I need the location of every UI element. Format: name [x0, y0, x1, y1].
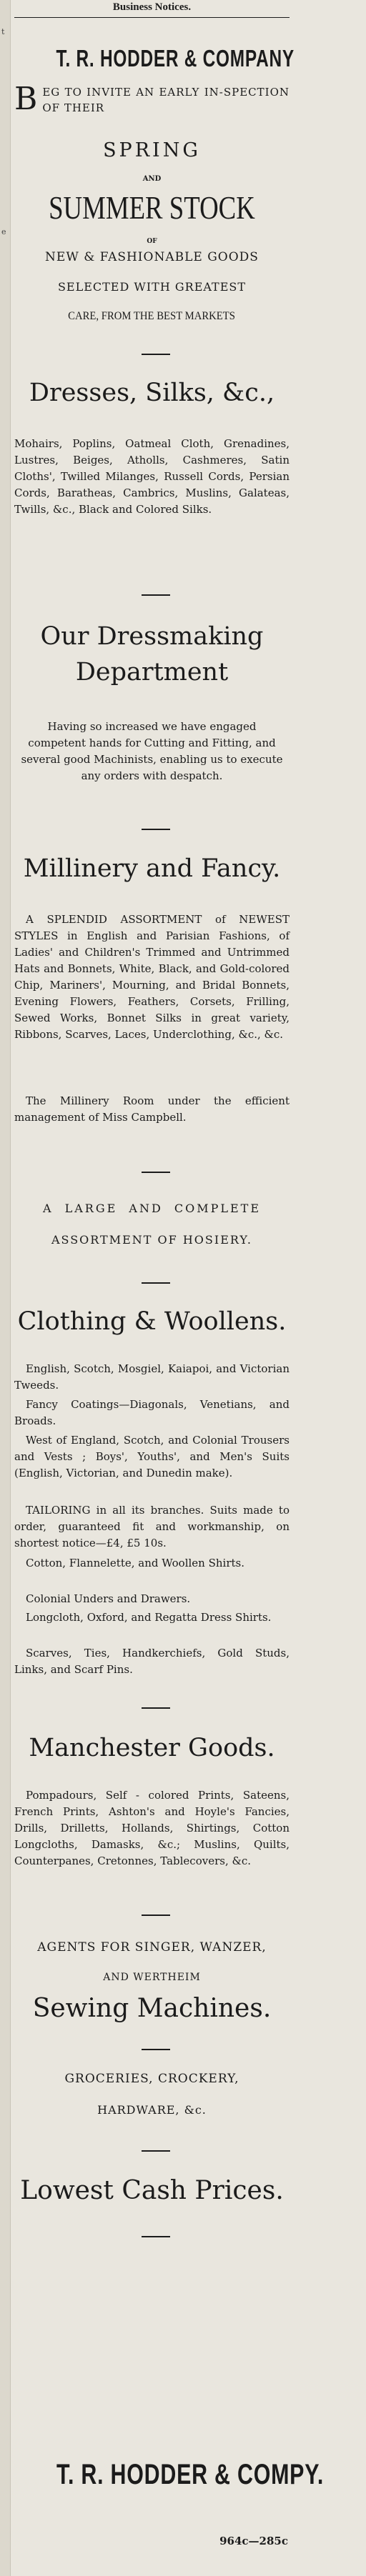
care-text: CARE, FROM THE BEST MARKETS: [68, 310, 236, 322]
dresses-heading: Dresses, Silks, &c.,: [29, 379, 275, 407]
company-name-top: [14, 44, 295, 73]
clothing-para: Scarves, Ties, Handkerchiefs, Gold Studs, Links, and Scarf Pins.: [14, 1647, 290, 1676]
divider: [142, 2236, 170, 2237]
groceries-line-2: HARDWARE, &c.: [97, 2103, 207, 2117]
page-edge: [0, 0, 11, 2576]
section-header: Business Notices.: [112, 1, 192, 13]
clothing-para: TAILORING in all its branches. Suits made to order, guaranteed fit and workmanship, on shortest notice—£4, £5 10s.: [14, 1504, 290, 1549]
edge-mark: e: [1, 227, 6, 236]
divider: [142, 1914, 170, 1916]
dresses-body: Mohairs, Poplins, Oatmeal Cloth, Grenadines, Lustres, Beiges, Atholls, Cashmeres, Satin Cloths', Twilled Milanges, Russell Cords, Persian Cords, Baratheas, Cambrics, Muslins, Galateas, Twills, &c., Black and Colored Silks.: [14, 437, 290, 516]
agents-line-2: AND WERTHEIM: [103, 1972, 201, 1983]
company-name-text: T. R. HODDER & COMPANY: [56, 45, 295, 71]
and-line: AND: [142, 175, 162, 183]
clothing-para: Cotton, Flannelette, and Woollen Shirts.: [26, 1557, 245, 1569]
divider: [142, 829, 170, 830]
clothing-para: Longcloth, Oxford, and Regatta Dress Shirts.: [26, 1611, 272, 1624]
divider: [142, 2150, 170, 2152]
dressmaking-body: Having so increased we have engaged competent hands for Cutting and Fitting, and several good Machinists, enabling us to execute any orders with despatch.: [21, 720, 283, 782]
intro-text: [14, 81, 290, 117]
edge-mark: t: [1, 27, 5, 36]
clothing-para: Colonial Unders and Drawers.: [26, 1592, 191, 1605]
selected-line: SELECTED WITH GREATEST: [57, 280, 247, 294]
summer-stock-text: SUMMER STOCK: [49, 189, 255, 226]
reference-code: 964c—285c: [219, 2535, 288, 2547]
spring-line: SPRING: [103, 139, 201, 161]
clothing-para: Fancy Coatings—Diagonals, Venetians, and Broads.: [14, 1398, 290, 1427]
divider: [142, 2049, 170, 2050]
header-rule: [14, 17, 290, 18]
care-line: [14, 309, 290, 323]
millinery-body: A SPLENDID ASSORTMENT of NEWEST STYLES in English and Parisian Fashions, of Ladies' and Children's Trimmed and Untrimmed Hats and Bonnets, White, Black, and Gold-colored Chip, Mariners', Mourning, and Bridal Bonnets, Evening Flowers, Feathers, Corsets, Frilling, Sewed Works, Bonnet Silks in great variety, Ribbons, Scarves, Laces, Underclothing, &c., &c.: [14, 913, 290, 1041]
divider: [142, 594, 170, 596]
millinery-heading: Millinery and Fancy.: [23, 854, 281, 883]
manchester-body: Pompadours, Self - colored Prints, Sateens, French Prints, Ashton's and Hoyle's Fancies, Drills, Drilletts, Hollands, Shirtings, Cotton Longcloths, Damasks, &c.; Muslins, Quilts, Counterpanes, Cretonnes, Tablecovers, &c.: [14, 1789, 290, 1867]
intro-body: EG TO INVITE AN EARLY IN-SPECTION OF THEIR: [42, 86, 290, 114]
manchester-heading: Manchester Goods.: [29, 1734, 275, 1762]
dressmaking-heading: Our Dressmaking Department: [40, 622, 264, 687]
lowest-prices-heading: Lowest Cash Prices.: [20, 2176, 284, 2205]
agents-line-1: AGENTS FOR SINGER, WANZER,: [37, 1940, 267, 1955]
hosiery-line-1: A LARGE AND COMPLETE: [42, 1202, 262, 1215]
sewing-machines-heading: Sewing Machines.: [32, 1994, 272, 2023]
summer-stock-heading: [14, 189, 290, 226]
new-goods-line: NEW & FASHIONABLE GOODS: [45, 250, 259, 264]
millinery-body-2: The Millinery Room under the efficient management of Miss Campbell.: [14, 1094, 290, 1124]
divider: [142, 1172, 170, 1173]
dropcap: B: [14, 81, 39, 117]
divider: [142, 1707, 170, 1709]
of-line: OF: [147, 238, 157, 245]
hosiery-line-2: ASSORTMENT OF HOSIERY.: [51, 1233, 253, 1247]
clothing-para: English, Scotch, Mosgiel, Kaiapoi, and Victorian Tweeds.: [14, 1362, 290, 1392]
divider: [142, 354, 170, 355]
company-name-bottom: [14, 2457, 325, 2492]
groceries-line-1: GROCERIES, CROCKERY,: [64, 2072, 239, 2086]
company-bottom-text: T. R. HODDER & COMPY.: [56, 2459, 325, 2490]
divider: [142, 1282, 170, 1284]
clothing-heading: Clothing & Woollens.: [17, 1307, 287, 1336]
clothing-para: West of England, Scotch, and Colonial Trousers and Vests ; Boys', Youths', and Men's Suits (English, Victorian, and Dunedin make).: [14, 1434, 290, 1479]
